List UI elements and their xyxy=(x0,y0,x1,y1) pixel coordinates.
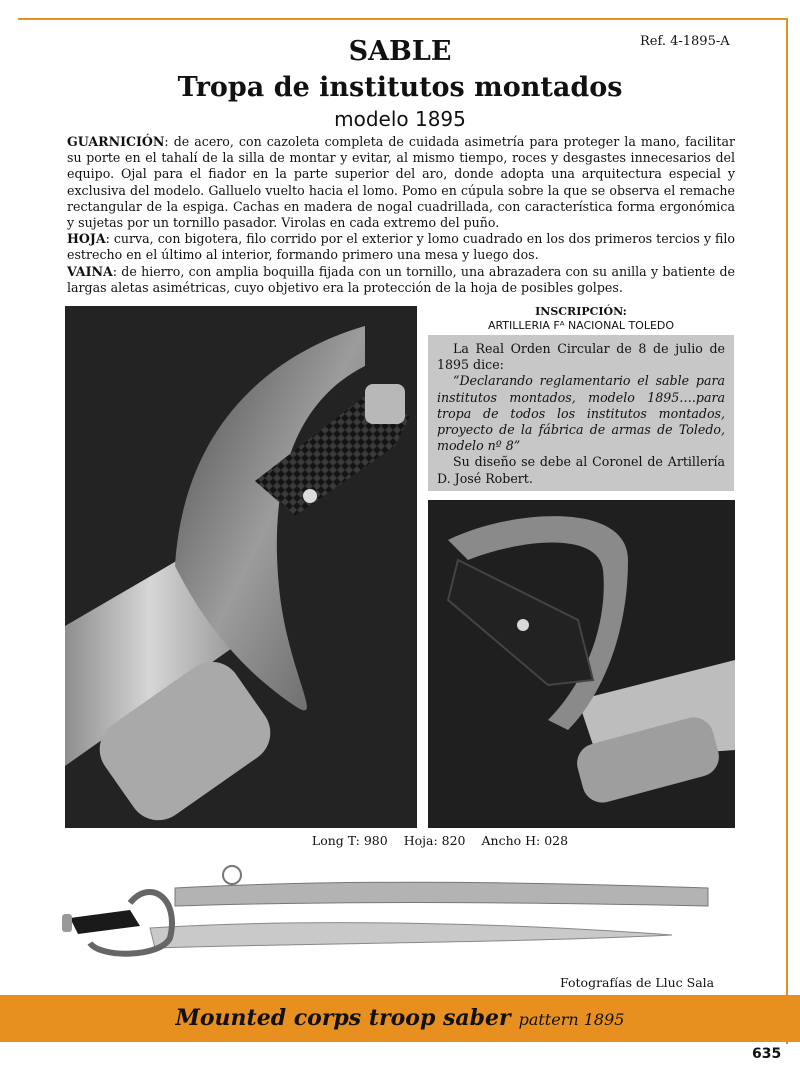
full-sword-illustration xyxy=(60,858,740,973)
royal-order-quote xyxy=(428,335,734,491)
dimension-blade-width: Ancho H: 028 xyxy=(481,833,569,848)
inscription-text: ARTILLERIA Fᴬ NACIONAL TOLEDO xyxy=(487,319,675,332)
dimensions xyxy=(200,833,680,848)
inscription-label: INSCRIPCIÓN: xyxy=(535,305,627,318)
hilt-photo-small xyxy=(428,500,735,828)
quote-design: Su diseño se debe al Coronel de Artillería D. José Robert. xyxy=(437,454,725,486)
model-year: modelo 1895 xyxy=(334,107,466,131)
description-block xyxy=(67,134,735,296)
page-frame-top xyxy=(18,18,786,20)
page-subtitle: Tropa de institutos montados xyxy=(177,72,623,103)
quote-intro: La Real Orden Circular de 8 de julio de 1895 dice: xyxy=(437,341,725,373)
full-sword-photo xyxy=(60,858,740,973)
vaina-label: VAINA xyxy=(67,263,113,279)
page-title: SABLE xyxy=(348,36,452,67)
dimension-blade-length: Hoja: 820 xyxy=(403,833,466,848)
photo-credit: Fotografías de Lluc Sala xyxy=(560,975,715,990)
hilt-photo-large-illustration xyxy=(65,306,417,828)
hilt-photo-small-illustration xyxy=(428,500,735,828)
page-number: 635 xyxy=(752,1046,782,1062)
hilt-photo-large xyxy=(65,306,417,828)
dimension-total-length: Long T: 980 xyxy=(311,833,388,848)
english-pattern: pattern 1895 xyxy=(518,1010,625,1029)
reference-code: Ref. 4-1895-A xyxy=(640,34,730,49)
hoja-text: : curva, con bigotera, filo corrido por el exterior y lomo cuadrado en los dos primeros tercios y filo estrecho en el último al interior, formando primero una mesa y luego dos. xyxy=(67,231,735,263)
english-title: Mounted corps troop saber xyxy=(175,1005,511,1031)
guarnicion-text: : de acero, con cazoleta completa de cuidada asimetría para proteger la mano, facilitar su porte en el tahalí de la silla de montar y evitar, al mismo tiempo, roces y desgastes innecesarios del equipo. Ojal para el fiador en la parte superior del aro, donde adopta una arquitectura especial y exclusiva del modelo. Galluelo vuelto hacia el lomo. Pomo en cúpula sobre la que se observa el remache rectangular de la espiga. Cachas en madera de nogal cuadrillada, con característica forma ergonómica y sujetas por un tornillo pasador. Virolas en cada extremo del puño. xyxy=(67,134,735,231)
vaina-text: : de hierro, con amplia boquilla fijada con un tornillo, una abrazadera con su anilla y batiente de largas aletas asimétricas, cuyo objetivo era la protección de la hoja de posibles golpes. xyxy=(67,263,735,295)
hoja-label: HOJA xyxy=(67,231,106,247)
page-frame-right xyxy=(786,18,788,1044)
english-title-banner xyxy=(0,995,800,1042)
guarnicion-label: GUARNICIÓN xyxy=(67,134,165,149)
quote-citation: “Declarando reglamentario el sable para institutos montados, modelo 1895….para tropa de todos los institutos montados, proyecto de la fábrica de armas de Toledo, modelo nº 8” xyxy=(437,373,725,454)
